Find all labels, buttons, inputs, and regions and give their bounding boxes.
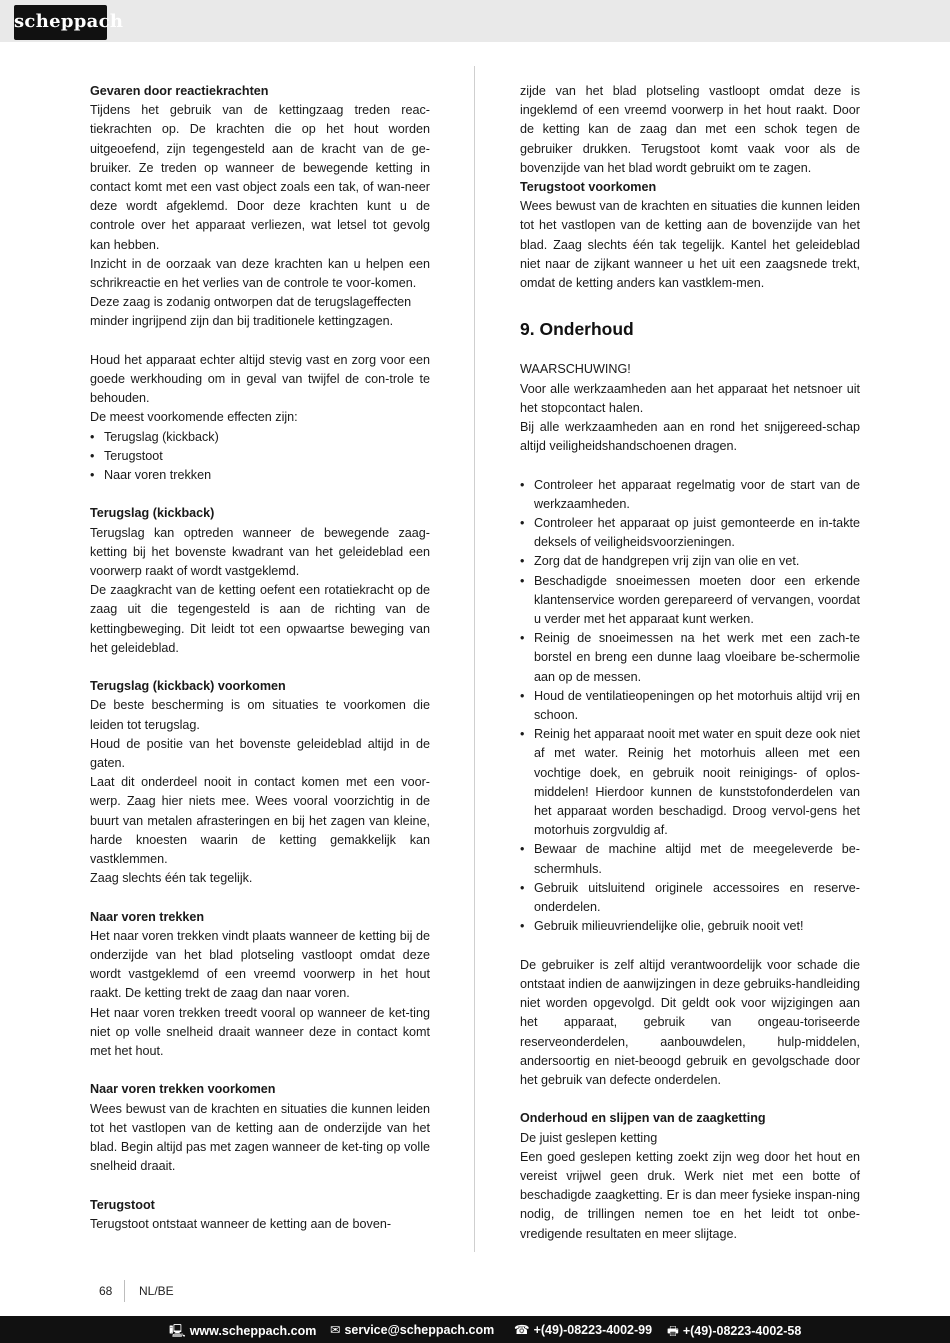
brand-logo: scheppach: [14, 5, 107, 40]
list-item: • Houd de ventilatieopeningen op het motorhuis altijd vrij en schoon.: [520, 687, 860, 725]
maintenance-list: [520, 476, 860, 937]
paragraph: Laat dit onderdeel nooit in contact komen met een voor-werp. Zaag hier niets mee. Wees vooral voorzichtig in de buurt van metalen afrasteringen en bij het zagen van kleine, harde knoesten waarin de ketting gemakkelijk kan vastklemmen.: [90, 775, 430, 867]
heading-prevent-pushback: Terugstoot voorkomen: [520, 180, 657, 195]
subheading: De juist geslepen ketting: [520, 1130, 658, 1145]
heading-kickback: Terugslag (kickback): [90, 506, 215, 521]
paragraph: Het naar voren trekken treedt vooral op wanneer de ket-ting niet op volle snelheid draait wanneer deze in contact komt met het hout.: [90, 1005, 430, 1059]
list-item: • Naar voren trekken: [90, 466, 430, 485]
paragraph: Wees bewust van de krachten en situaties die kunnen leiden tot het vastlopen van de ketting aan de onderzijde van het blad. Begin altijd pas met zagen wanneer de ket-ting op volle snelheid draait.: [90, 1101, 430, 1174]
paragraph: De beste bescherming is om situaties te voorkomen die leiden tot terugslag.: [90, 698, 430, 732]
page-number: 68: [99, 1284, 113, 1298]
phone-link[interactable]: ☎︎ +(49)-08223-4002-99: [514, 1323, 653, 1337]
paragraph: Houd de positie van het bovenste geleideblad altijd in de gaten.: [90, 736, 430, 771]
footer-separator: [124, 1280, 125, 1302]
heading-prevent-pull-forward: Naar voren trekken voorkomen: [90, 1082, 276, 1097]
list-item: • Gebruik milieuvriendelijke olie, gebruik nooit vet!: [520, 917, 860, 936]
paragraph: Deze zaag is zodanig ontworpen dat de terugslageffecten minder ingrijpend zijn dan bij traditionele kettingzagen.: [90, 295, 412, 329]
list-item: • Gebruik uitsluitend originele accessoires en reserve-onderdelen.: [520, 879, 860, 917]
phone-icon: ☎︎: [514, 1323, 530, 1337]
list-item: • Terugstoot: [90, 447, 430, 466]
contact-bar: [0, 1316, 950, 1343]
fax-icon: 🖶︎: [667, 1324, 679, 1338]
fax-number: 🖶︎ +(49)-08223-4002-58: [667, 1322, 801, 1343]
effects-list: [90, 428, 430, 486]
heading-pushback: Terugstoot: [90, 1197, 155, 1212]
list-item: • Controleer het apparaat regelmatig voor de start van de werkzaamheden.: [520, 476, 860, 514]
paragraph: Wees bewust van de krachten en situaties die kunnen leiden tot het vastlopen van de ketting aan de bovenzijde van het blad. Zaag slechts één tak tegelijk. Kantel het geleideblad niet naar de zijkant wanneer u het uit een zaagsnede trekt, omdat de ketting anders kan vastklem-men.: [520, 199, 860, 291]
column-divider: [474, 66, 475, 1252]
website-link[interactable]: 🖳︎ www.scheppach.com: [169, 1322, 316, 1343]
list-item: • Zorg dat de handgrepen vrij zijn van olie en vet.: [520, 552, 860, 571]
section-title-maintenance: 9. Onderhoud: [520, 319, 634, 340]
paragraph: zijde van het blad plotseling vastloopt omdat deze is ingeklemd of een vreemd voorwerp in het hout raakt. Door de ketting kan de zaag dan met een schok tegen de gebruiker drukken. Terugstoot komt vaak voor als de bovenzijde van het blad wordt gebruikt om te zagen.: [520, 84, 860, 175]
paragraph: Een goed geslepen ketting zoekt zijn weg door het hout en vereist vrijwel geen druk. Werk niet met een botte of beschadigde zaagketting. Er is dan meer fysieke inspan-ning nodig, de trillingen nemen toe en het leidt tot onbe-vredigende resultaten en meer slijtage.: [520, 1149, 860, 1241]
email-icon: ✉︎: [330, 1323, 341, 1337]
paragraph: Bij alle werkzaamheden aan en rond het snijgereed-schap altijd veiligheidshandschoenen dragen.: [520, 420, 860, 454]
computer-icon: 🖳︎: [169, 1324, 186, 1338]
heading-prevent-kickback: Terugslag (kickback) voorkomen: [90, 679, 286, 694]
paragraph: De meest voorkomende effecten zijn:: [90, 410, 298, 425]
language-code: NL/BE: [139, 1284, 174, 1298]
heading-reaction-forces: Gevaren door reactiekrachten: [90, 84, 269, 98]
header-bar: [0, 0, 950, 42]
paragraph: De zaagkracht van de ketting oefent een rotatiekracht op de zaag uit die tegengesteld is aan de richting van de kettingbeweging. Dit leidt tot een opwaartse beweging van het geleideblad.: [90, 583, 430, 655]
list-item: • Bewaar de machine altijd met de meegeleverde be-schermhuls.: [520, 840, 860, 878]
paragraph: Voor alle werkzaamheden aan het apparaat het netsnoer uit het stopcontact halen.: [520, 381, 860, 415]
email-link[interactable]: ✉︎ service@scheppach.com: [330, 1323, 495, 1337]
left-column: [90, 82, 430, 1234]
paragraph: Inzicht in de oorzaak van deze krachten kan u helpen een schrikreactie en het verlies van de controle te voor-komen.: [90, 256, 430, 291]
list-item: • Reinig het apparaat nooit met water en spuit deze ook niet af met water. Reinig het motorhuis alleen met een vochtige doek, en gebruik nooit reinigings- of oplos-middelen! Hierdoor kunnen de kunststofonderdelen van het apparaat worden beschadigd. Droog vervol-gens het motorhuis zorgvuldig af.: [520, 725, 860, 840]
paragraph: Houd het apparaat echter altijd stevig vast en zorg voor een goede werkhouding om in geval van twijfel de con-trole te behouden.: [90, 352, 430, 406]
heading-chain-sharpening: Onderhoud en slijpen van de zaagketting: [520, 1111, 766, 1126]
paragraph: Terugstoot ontstaat wanneer de ketting aan de boven-: [90, 1216, 392, 1231]
list-item: • Terugslag (kickback): [90, 428, 430, 447]
paragraph: Tijdens het gebruik van de kettingzaag treden reac-tiekrachten op. De krachten die op het hout worden uitgeoefend, zijn tegengesteld aan de kracht van de ge-bruiker. Ze treden op wanneer de bewegende ketting in contact komt met een vast object zoals een tak, of wan-neer deze wordt afgeklemd. Door deze krachten kunt u de controle over het apparaat verliezen, wat letsel tot gevolg kan hebben.: [90, 103, 430, 252]
warning-label: WAARSCHUWING!: [520, 362, 631, 377]
paragraph: Het naar voren trekken vindt plaats wanneer de ketting bij de onderzijde van het blad plotseling vastloopt omdat deze wordt vastgeklemd of een vreemd voorwerp in het hout raakt. De ketting trekt de zaag dan naar voren.: [90, 928, 430, 1001]
right-column: [520, 82, 860, 1244]
heading-pull-forward: Naar voren trekken: [90, 909, 205, 924]
paragraph: Zaag slechts één tak tegelijk.: [90, 871, 253, 886]
list-item: • Beschadigde snoeimessen moeten door een erkende klantenservice worden gerepareerd of vervangen, voordat u verder met het apparaat kunt werken.: [520, 572, 860, 630]
paragraph: Terugslag kan optreden wanneer de bewegende zaag-ketting bij het bovenste kwadrant van het geleideblad een voorwerp raakt of wordt vastgeklemd.: [90, 525, 430, 579]
list-item: • Reinig de snoeimessen na het werk met een zach-te borstel en breng een dunne laag vloeibare be-schermolie aan op de messen.: [520, 629, 860, 687]
list-item: • Controleer het apparaat op juist gemonteerde en in-takte deksels of veiligheidsvoorzieningen.: [520, 514, 860, 552]
paragraph: De gebruiker is zelf altijd verantwoordelijk voor schade die ontstaat indien de aanwijzingen in deze gebruiks-handleiding niet worden opgevolgd. Dit geldt ook voor wijzigingen aan het apparaat, gebruik van ongeau-toriseerde reserveonderdelen, aanbouwdelen, hulp-middelen, andersoortig en niet-beoogd gebruik en gevolgschade door het gebruik van defecte onderdelen.: [520, 957, 860, 1087]
